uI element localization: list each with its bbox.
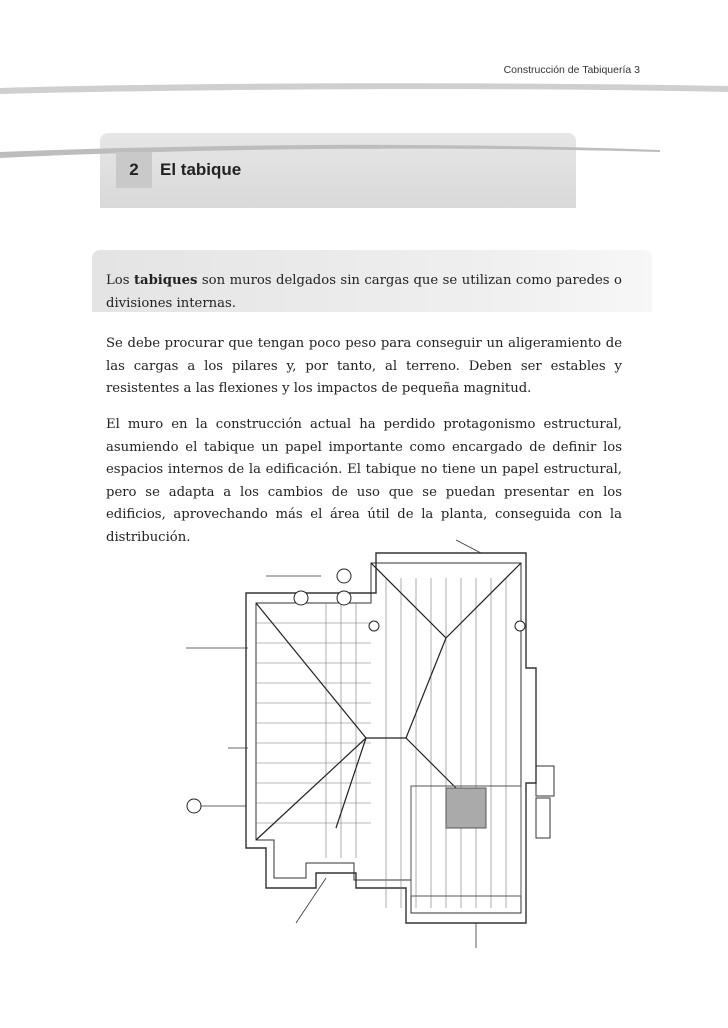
running-header: Construcción de Tabiquería 3	[503, 64, 640, 76]
section-number: 2	[116, 152, 152, 188]
paragraph-1	[106, 270, 622, 315]
paragraph-3: El muro en la construcción actual ha perdido protagonismo estructural, asumiendo el tabique un papel importante como encargado de definir los espacios internos de la edificación. El tabique no tiene un papel estructural, pero se adapta a los cambios de uso que se puedan presentar en los edificios, aprovechando más el área útil de la planta, conseguida con la distribución.	[106, 417, 622, 545]
paragraph-2: Se debe procurar que tengan poco peso para conseguir un aligeramiento de las cargas a los pilares y, por tanto, al terreno. Deben ser estables y resistentes a las flexiones y los impactos de pequeña magnitud.	[106, 336, 622, 396]
p1-lead: Los	[106, 273, 134, 288]
header-swoosh	[0, 80, 728, 96]
section-title: El tabique	[160, 160, 242, 179]
roof-framing-plan-illustration	[176, 528, 558, 956]
section-swoosh	[0, 140, 728, 160]
p1-rest: son muros delgados sin cargas que se utilizan como paredes o divisiones internas.	[106, 273, 622, 311]
p1-bold-term: tabiques	[133, 273, 198, 288]
